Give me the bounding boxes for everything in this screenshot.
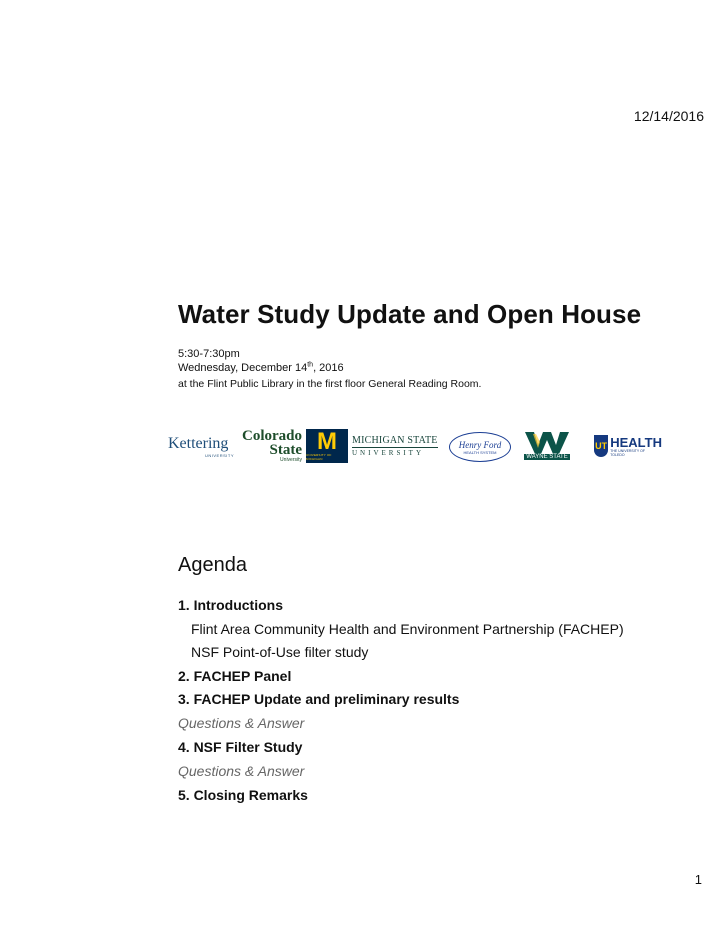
michigan-logo-sub: UNIVERSITY OF MICHIGAN xyxy=(306,453,332,461)
msu-logo-line2: UNIVERSITY xyxy=(352,449,424,457)
event-date-year: , 2016 xyxy=(313,362,344,374)
agenda-item-nsf-filter: 4. NSF Filter Study xyxy=(178,739,303,755)
colorado-logo-line2: State xyxy=(269,442,302,458)
page-title: Water Study Update and Open House xyxy=(178,299,642,329)
henry-ford-logo-line2: HEALTH SYSTEM xyxy=(463,449,497,455)
kettering-logo-name: Kettering xyxy=(168,434,229,452)
toledo-logo-line1: HEALTH xyxy=(610,434,662,450)
msu-logo-rule xyxy=(352,447,438,448)
toledo-logo-line2: THE UNIVERSITY OF TOLEDO xyxy=(610,448,645,457)
agenda-subitem-nsf: NSF Point-of-Use filter study xyxy=(191,644,369,660)
colorado-logo-line3: University xyxy=(280,457,302,463)
agenda-subitem-fachep: Flint Area Community Health and Environment Partnership (FACHEP) xyxy=(191,621,624,637)
michigan-logo xyxy=(306,429,348,463)
toledo-health-logo xyxy=(594,424,662,468)
wayne-state-logo-name: WAYNE STATE xyxy=(526,454,568,460)
wayne-state-w-icon xyxy=(525,432,569,454)
agenda-heading: Agenda xyxy=(178,554,247,576)
event-date xyxy=(178,362,344,374)
event-date-text: Wednesday, December 14 xyxy=(178,362,308,374)
msu-logo xyxy=(352,424,438,468)
michigan-block-m-icon: M xyxy=(317,428,337,455)
kettering-logo-sub: UNIVERSITY xyxy=(204,452,234,458)
agenda-item-qa-1: Questions & Answer xyxy=(178,715,305,731)
msu-logo-line1: MICHIGAN STATE xyxy=(352,435,438,446)
partner-logos xyxy=(168,424,668,468)
agenda-item-closing: 5. Closing Remarks xyxy=(178,787,308,803)
event-date-ordinal: th xyxy=(307,361,314,369)
colorado-state-logo xyxy=(240,424,302,468)
wayne-state-logo xyxy=(519,424,575,468)
toledo-shield-icon: UT xyxy=(594,435,608,457)
page-date: 12/14/2016 xyxy=(633,108,704,124)
agenda-item-introductions: 1. Introductions xyxy=(178,597,283,613)
agenda-item-fachep-panel: 2. FACHEP Panel xyxy=(178,668,292,684)
kettering-logo xyxy=(168,424,234,468)
agenda-item-qa-2: Questions & Answer xyxy=(178,763,305,779)
colorado-logo-line1: Colorado xyxy=(242,428,302,444)
henry-ford-logo xyxy=(449,432,511,462)
agenda-item-fachep-update: 3. FACHEP Update and preliminary results xyxy=(178,691,460,707)
event-venue: at the Flint Public Library in the first floor General Reading Room. xyxy=(178,378,482,390)
page-number: 1 xyxy=(694,872,702,887)
henry-ford-logo-line1: Henry Ford xyxy=(458,439,502,450)
event-time: 5:30-7:30pm xyxy=(178,348,240,360)
